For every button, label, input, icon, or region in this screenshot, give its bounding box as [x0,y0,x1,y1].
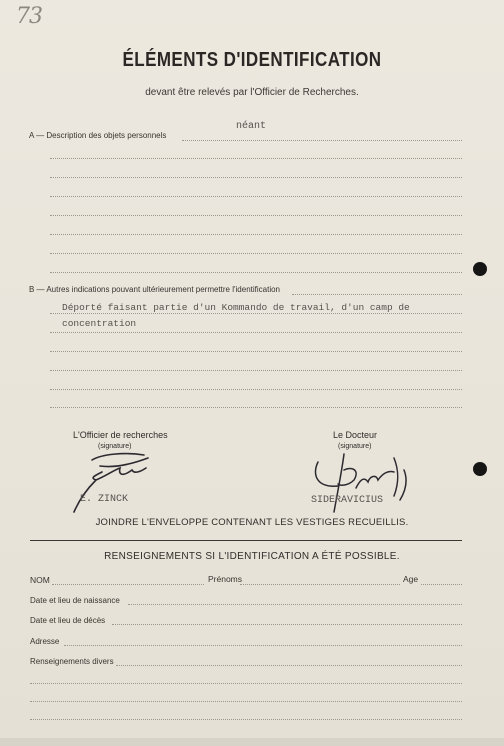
divers-label: Renseignements divers [30,657,114,666]
section-a-line-6 [50,234,462,235]
nom-label: NOM [30,575,50,585]
section-b-text-line-2: concentration [62,318,137,329]
section-a-line-8 [50,272,462,273]
section-b-line-1 [292,294,462,295]
age-line [421,584,462,585]
age-label: Age [403,574,419,584]
adresse-label: Adresse [30,637,60,646]
section-b-line-5 [50,370,462,371]
section-a-line-4 [50,196,462,197]
doctor-signature-label: (signature) [338,443,372,450]
page-number: 73 [16,4,42,29]
nom-line [52,584,204,585]
divers-line-2 [30,683,462,684]
page-title: ÉLÉMENTS D'IDENTIFICATION [122,49,382,71]
deces-line [112,624,462,625]
section-a-value: néant [236,121,267,132]
doctor-title: Le Docteur [333,430,378,440]
page-bottom-edge [0,738,504,746]
section-a-line-3 [50,177,462,178]
section-b-line-3 [50,332,462,333]
punch-hole-bottom [473,462,487,476]
section-a-line-7 [50,253,462,254]
doctor-signature [308,440,418,520]
adresse-line [64,645,462,646]
page-subtitle: devant être relevés par l'Officier de Recherches. [145,87,359,98]
renseignements-heading: RENSEIGNEMENTS SI L'IDENTIFICATION A ÉTÉ POSSIBLE. [104,551,400,562]
deces-label: Date et lieu de décès [30,616,106,625]
section-b-label: B — Autres indications pouvant ultérieurement permettre l'identification [29,285,280,294]
officer-signature [62,446,172,518]
divers-line-3 [30,701,462,702]
officer-title: L'Officier de recherches [73,430,168,440]
section-a-label: A — Description des objets personnels [29,131,167,140]
section-b-line-7 [50,407,462,408]
punch-hole-top [473,262,487,276]
section-b-line-4 [50,351,462,352]
section-b-text-line-1: Déporté faisant partie d'un Kommando de travail, d'un camp de [62,302,410,313]
section-b-line-2 [50,313,462,314]
doctor-name: SIDERAVICIUS [311,495,384,506]
section-a-line-5 [50,215,462,216]
section-divider [30,540,462,541]
section-b-line-6 [50,389,462,390]
naissance-line [128,604,462,605]
divers-line-4 [30,719,462,720]
prenoms-label: Prénoms [208,574,243,584]
officer-name: E. ZINCK [80,494,129,505]
envelope-instruction: JOINDRE L'ENVELOPPE CONTENANT LES VESTIGES RECUEILLIS. [95,517,409,528]
prenoms-line [240,584,400,585]
naissance-label: Date et lieu de naissance [30,596,120,605]
officer-signature-label: (signature) [98,443,132,450]
section-a-line-2 [50,158,462,159]
divers-line-1 [116,665,462,666]
section-a-line-1 [182,140,462,141]
